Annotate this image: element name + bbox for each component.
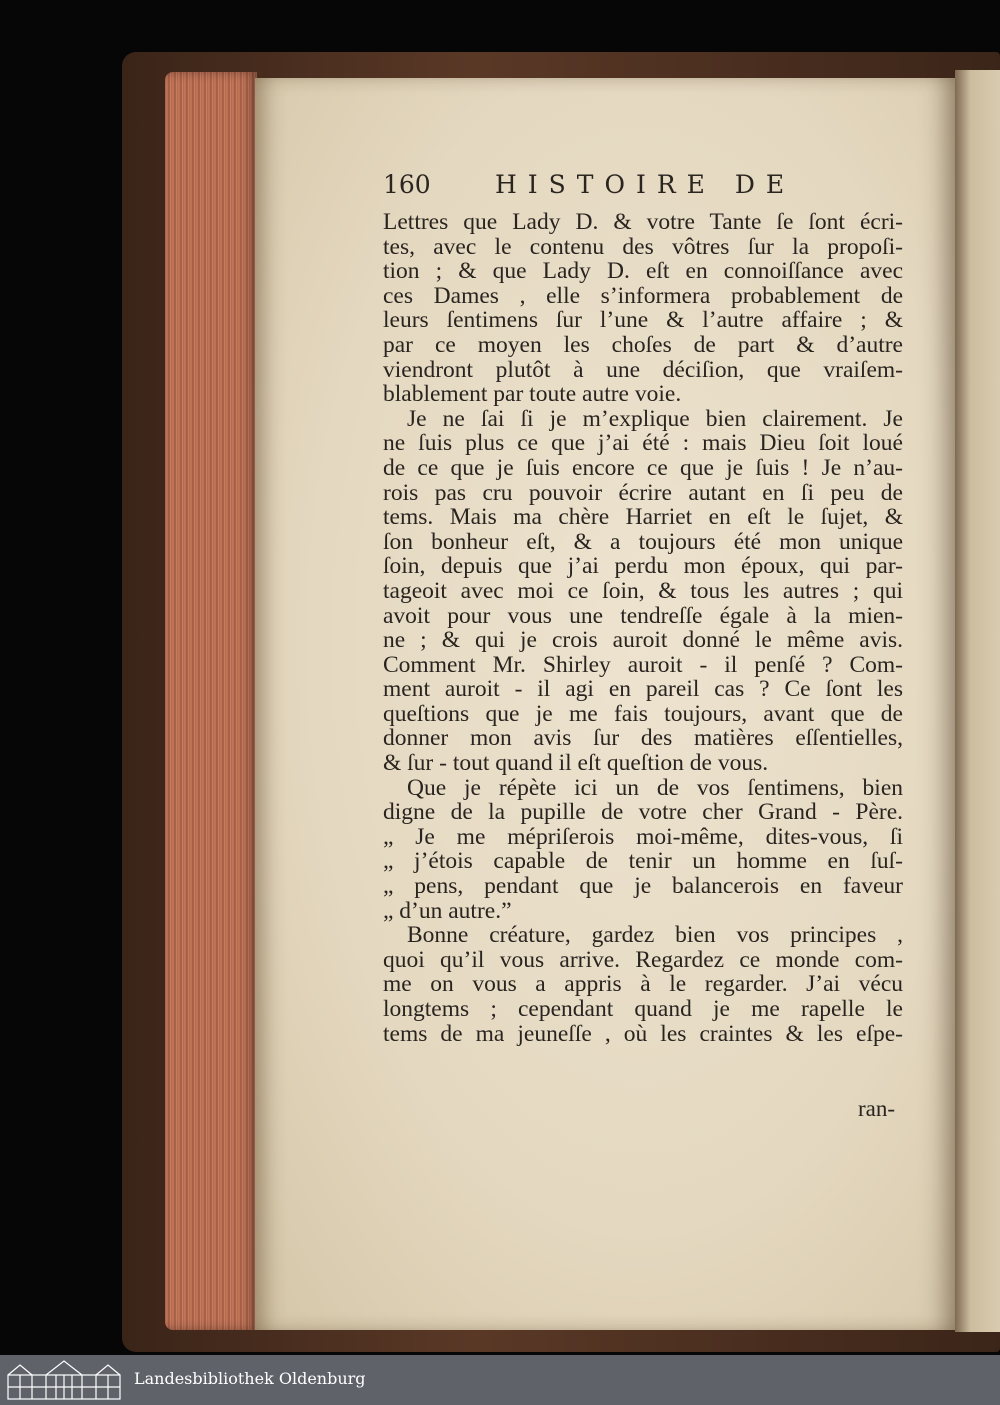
text-line: „ Je me mépriſerois moi-même, dites-vous, ſi bbox=[383, 823, 903, 850]
text-line: queſtions que je me fais toujours, avant que de bbox=[383, 700, 903, 727]
text-line: rois pas cru pouvoir écrire autant en ſi peu de bbox=[383, 479, 903, 506]
text-line: blablement par toute autre voie. bbox=[383, 381, 682, 408]
text-line: tion ; & que Lady D. eſt en connoiſſance avec bbox=[383, 258, 903, 285]
library-name: Landesbibliothek Oldenburg bbox=[134, 1369, 366, 1388]
text-line: „ j’étois capable de tenir un homme en ſuſ- bbox=[383, 848, 903, 875]
page-number: 160 bbox=[383, 170, 431, 199]
text-line: „ pens, pendant que je balancerois en faveur bbox=[383, 873, 903, 900]
text-line: viendront plutôt à une déciſion, que vraiſem- bbox=[383, 356, 903, 383]
text-line: par ce moyen les choſes de part & d’autre bbox=[383, 331, 903, 358]
text-line: ne ſuis plus ce que j’ai été : mais Dieu ſoit loué bbox=[383, 430, 903, 457]
text-line: avoit pour vous une tendreſſe égale à la mien- bbox=[383, 602, 903, 629]
running-header bbox=[383, 170, 903, 204]
text-line: tes, avec le contenu des vôtres ſur la propoſi- bbox=[383, 233, 903, 260]
text-line: longtems ; cependant quand je me rapelle le bbox=[383, 996, 903, 1022]
text-line: de ce que je ſuis encore ce que je ſuis ! Je n’au- bbox=[383, 454, 903, 481]
text-line: tems. Mais ma chère Harriet en eſt le ſujet, & bbox=[383, 504, 903, 531]
facing-page-edge bbox=[955, 70, 1000, 1332]
text-line: Je ne ſai ſi je m’explique bien clairement. Je bbox=[407, 405, 903, 432]
text-line: ment auroit - il agi en pareil cas ? Ce ſont les bbox=[383, 676, 903, 703]
library-building-icon bbox=[6, 1359, 122, 1401]
text-line: leurs ſentimens ſur l’une & l’autre affaire ; & bbox=[383, 307, 903, 334]
text-line: tems de ma jeuneſſe , où les craintes & les eſpe- bbox=[383, 1020, 903, 1047]
page-text bbox=[383, 210, 903, 1046]
text-line: ces Dames , elle s’informera probablement de bbox=[383, 282, 903, 309]
text-line: Bonne créature, gardez bien vos principes , bbox=[407, 922, 903, 949]
catchword: ran- bbox=[858, 1096, 896, 1121]
text-line: & ſur - tout quand il eſt queſtion de vous. bbox=[383, 750, 769, 777]
text-line: Que je répète ici un de vos ſentimens, bien bbox=[407, 774, 903, 801]
text-line: donner mon avis ſur des matières eſſentielles, bbox=[383, 725, 903, 752]
running-head-title: HISTOIRE DE bbox=[495, 170, 796, 199]
text-line: tageoit avec moi ce ſoin, & tous les autres ; qui bbox=[383, 577, 903, 604]
text-line: quoi qu’il vous arrive. Regardez ce monde com- bbox=[383, 946, 903, 973]
text-line: ſoin, depuis que j’ai perdu mon époux, qui par- bbox=[383, 553, 903, 580]
text-line: Comment Mr. Shirley auroit - il penſé ? Com- bbox=[383, 651, 903, 678]
page-edges bbox=[165, 72, 257, 1330]
footer-bar bbox=[0, 1355, 1000, 1405]
text-line: ſon bonheur eſt, & a toujours été mon unique bbox=[383, 528, 903, 555]
text-line: digne de la pupille de votre cher Grand - Père. bbox=[383, 799, 903, 826]
text-line: me on vous a appris à le regarder. J’ai vécu bbox=[383, 971, 903, 998]
text-line: ne ; & qui je crois auroit donné le même avis. bbox=[383, 627, 903, 654]
text-line: „ d’un autre.” bbox=[383, 897, 512, 924]
text-line: Lettres que Lady D. & votre Tante ſe ſont écri- bbox=[383, 209, 903, 235]
